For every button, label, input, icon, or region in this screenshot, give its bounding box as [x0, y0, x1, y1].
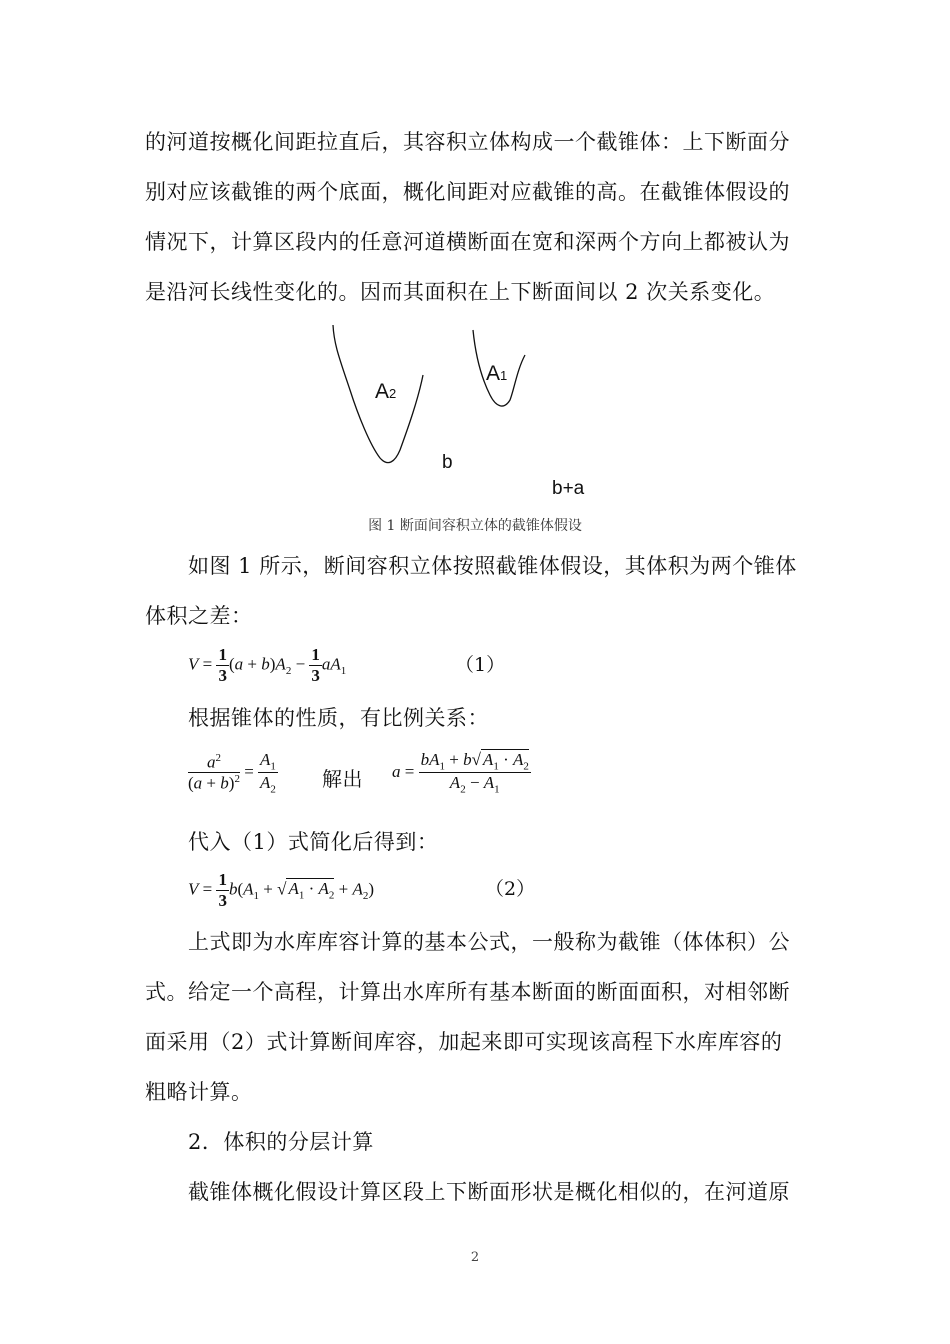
solve-label: 解出 — [322, 767, 363, 791]
label-a1: A1 — [486, 362, 508, 385]
equation-1: V = $\frac{1}{3}$ $(a + b)A_2$ − $\frac{1}{3}$ $aA_1$ — [188, 645, 347, 685]
paragraph-line: 上式即为水库库容计算的基本公式，一般称为截锥（体体积）公 — [188, 930, 790, 954]
paragraph-line: 情况下，计算区段内的任意河道横断面在宽和深两个方向上都被认为 — [145, 230, 790, 254]
equation-proportion: $\frac{a^2}{(a + b)^2}$ = $\frac{A_1}{A_2}$ — [188, 750, 276, 796]
paragraph-line: 体积之差： — [145, 604, 253, 628]
paragraph-line: 根据锥体的性质，有比例关系： — [188, 706, 489, 730]
section-heading: 2．体积的分层计算 — [188, 1130, 374, 1154]
paragraph-line: 的河道按概化间距拉直后，其容积立体构成一个截锥体：上下断面分 — [145, 130, 790, 154]
paragraph-line: 面采用（2）式计算断间库容，加起来即可实现该高程下水库库容的 — [145, 1030, 783, 1054]
label-a2: A2 — [375, 380, 397, 403]
equation-2: V = $\frac{1}{3}$ $b(A_1$ + √ $A_1 \cdot A_2 + A_2$) — [188, 870, 375, 910]
paragraph-line: 截锥体概化假设计算区段上下断面形状是概化相似的，在河道原 — [188, 1180, 790, 1204]
figure-caption: 图 1 断面间容积立体的截锥体假设 — [368, 518, 582, 534]
page-number: 2 — [470, 1250, 480, 1265]
paragraph-line: 式。给定一个高程，计算出水库所有基本断面的断面面积，对相邻断 — [145, 980, 790, 1004]
label-b: b — [442, 452, 453, 473]
figure-truncated-cone — [320, 320, 620, 505]
equation-1-number: （1） — [455, 654, 506, 676]
paragraph-line: 代入（1）式简化后得到： — [188, 830, 439, 854]
paragraph-line: 如图 1 所示，断间容积立体按照截锥体假设，其体积为两个锥体 — [188, 554, 797, 578]
paragraph-line: 粗略计算。 — [145, 1080, 253, 1104]
paragraph-line: 别对应该截锥的两个底面，概化间距对应截锥的高。在截锥体假设的 — [145, 180, 790, 204]
label-b-plus-a: b+a — [552, 478, 585, 499]
paragraph-line: 是沿河长线性变化的。因而其面积在上下断面间以 2 次关系变化。 — [145, 280, 776, 304]
equation-2-number: （2） — [485, 878, 536, 900]
equation-solution-a: a = $\frac{bA_1 + b√ A_1 \cdot A_2}{A_2 - A_1}$ — [392, 750, 529, 796]
